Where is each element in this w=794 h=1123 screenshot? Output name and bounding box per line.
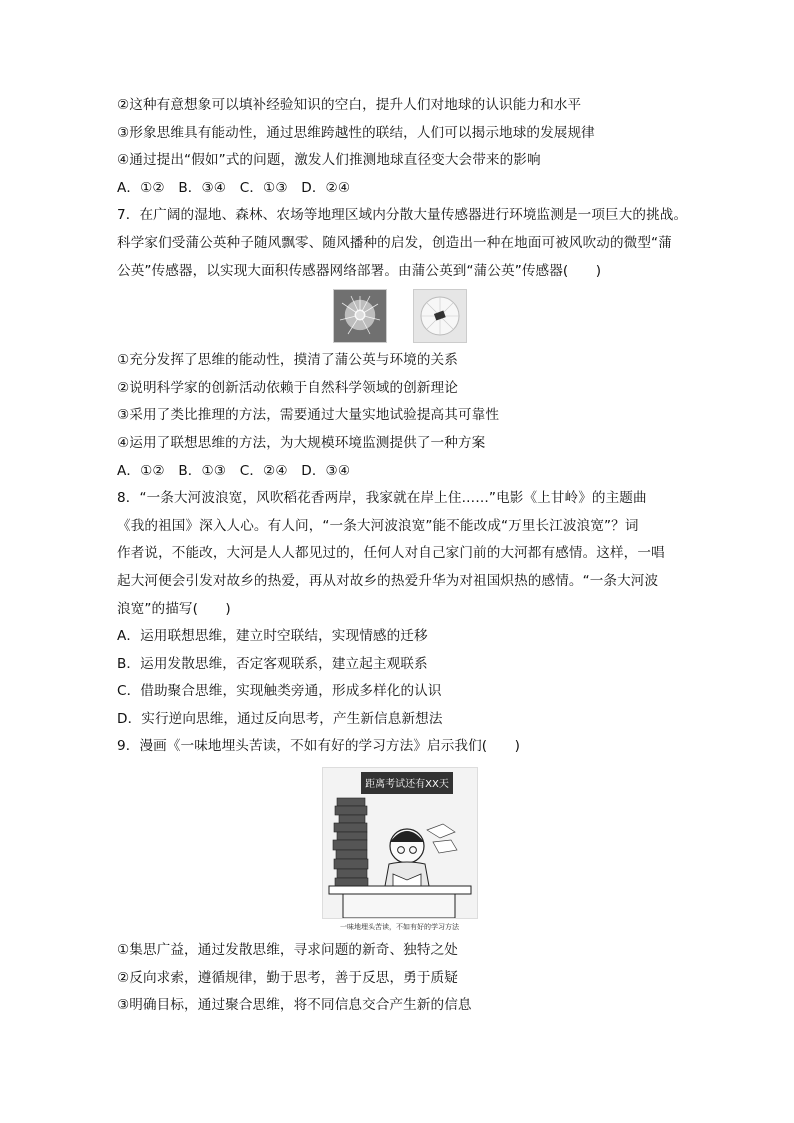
exam-page (117, 92, 688, 1020)
q9-figure (117, 767, 682, 933)
q8-stem-line-1: 8．“一条大河波浪宽，风吹稻花香两岸，我家就在岸上住……”电影《上甘岭》的主题曲 (117, 490, 647, 507)
q7-option-3: ③采用了类比推理的方法，需要通过大量实地试验提高其可靠性 (117, 407, 500, 424)
q7-stem-line-3: 公英”传感器，以实现大面积传感器网络部署。由蒲公英到“蒲公英”传感器( ) (117, 262, 602, 279)
q7-option-4: ④运用了联想思维的方法，为大规模环境监测提供了一种方案 (117, 434, 486, 451)
q8-stem-line-2: 《我的祖国》深入人心。有人问，“一条大河波浪宽”能不能改成“万里长江波浪宽”？词 (117, 517, 639, 534)
q9-stem: 9．漫画《一味地埋头苦读，不如有好的学习方法》启示我们( ) (117, 738, 520, 755)
dandelion-photo (333, 289, 387, 343)
q8-option-d: D．实行逆向思维，通过反向思考，产生新信息新想法 (117, 710, 443, 727)
q9-option-3: ③明确目标，通过聚合思维，将不同信息交合产生新的信息 (117, 997, 472, 1014)
cartoon-caption: 一味地埋头苦读，不如有好的学习方法 (340, 923, 459, 932)
q7-figures (117, 289, 682, 343)
q9-option-2: ②反向求索，遵循规律，勤于思考，善于反思，勇于质疑 (117, 969, 458, 986)
q8-stem-line-3: 作者说，不能改，大河是人人都见过的，任何人对自己家门前的大河都有感情。这样，一唱 (117, 545, 665, 562)
q8-option-a: A．运用联想思维，建立时空联结，实现情感的迁移 (117, 628, 428, 645)
statement-2: ②这种有意想象可以填补经验知识的空白，提升人们对地球的认识能力和水平 (117, 97, 582, 113)
cartoon-sign-text: 距离考试还有XX天 (364, 779, 449, 791)
q9-option-1: ①集思广益，通过发散思维，寻求问题的新奇、独特之处 (117, 942, 458, 959)
cartoon-image (322, 767, 478, 919)
q8-stem-line-4: 起大河便会引发对故乡的热爱，再从对故乡的热爱升华为对祖国炽热的感情。“一条大河波 (117, 572, 659, 589)
answer-choices-q6: A．①② B．③④ C．①③ D．②④ (117, 179, 351, 196)
q7-stem-line-2: 科学家们受蒲公英种子随风飘零、随风播种的启发，创造出一种在地面可被风吹动的微型“蒲 (117, 234, 672, 251)
sensor-photo (413, 289, 467, 343)
q7-answer-choices: A．①② B．①③ C．②④ D．③④ (117, 462, 351, 479)
q8-option-c: C．借助聚合思维，实现触类旁通，形成多样化的认识 (117, 683, 442, 700)
q7-option-1: ①充分发挥了思维的能动性，摸清了蒲公英与环境的关系 (117, 352, 458, 369)
q8-option-b: B．运用发散思维，否定客观联系，建立起主观联系 (117, 655, 428, 672)
q7-option-2: ②说明科学家的创新活动依赖于自然科学领域的创新理论 (117, 379, 458, 396)
q7-stem-line-1: 7．在广阔的湿地、森林、农场等地理区域内分散大量传感器进行环境监测是一项巨大的挑战。 (117, 207, 688, 224)
statement-3: ③形象思维具有能动性，通过思维跨越性的联结，人们可以揭示地球的发展规律 (117, 124, 595, 141)
q8-stem-line-5: 浪宽”的描写( ) (117, 600, 231, 617)
statement-4: ④通过提出“假如”式的问题，激发人们推测地球直径变大会带来的影响 (117, 152, 541, 169)
